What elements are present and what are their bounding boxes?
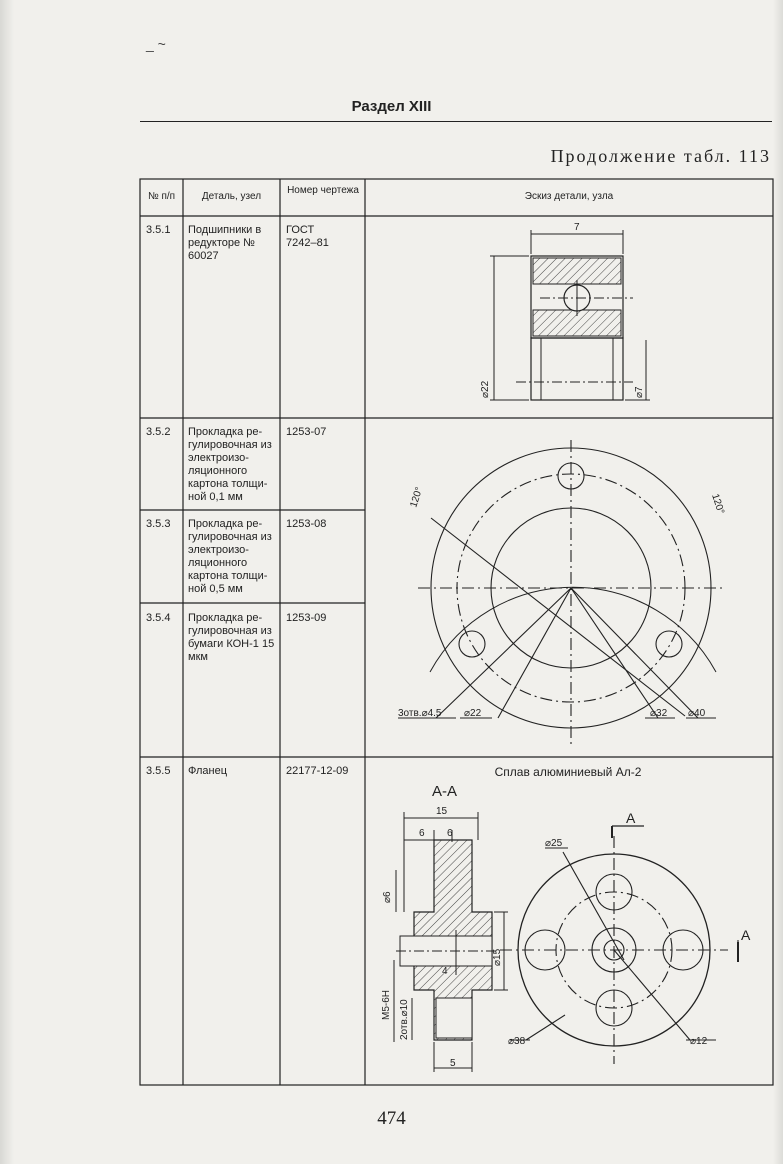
bearing-dim-outer: ⌀22 [480, 380, 491, 398]
flange-front-drawing [500, 826, 738, 1064]
flange-dim-d15: ⌀15 [492, 948, 503, 966]
row-num: 3.5.3 [146, 518, 171, 530]
stray-mark: _ ~ [146, 36, 166, 52]
row-num: 3.5.4 [146, 612, 171, 624]
gasket-angle-right: 120° [709, 492, 727, 516]
bearing-dim-width: 7 [574, 222, 580, 233]
page-number: 474 [377, 1108, 406, 1129]
row-part: Прокладка ре-гулировочная из бумаги КОН-1 15 мкм [188, 612, 275, 663]
row-part: Прокладка ре-гулировочная из электроизо-ляционного картона толщи-ной 0,5 мм [188, 518, 272, 595]
flange-d25: ⌀25 [545, 838, 563, 849]
bearing-dim-inner: ⌀7 [634, 386, 645, 398]
row-drawing: 1253-08 [286, 518, 327, 530]
row-part: Фланец [188, 765, 228, 777]
gasket-holes: 3отв.⌀4.5 [398, 708, 442, 719]
flange-material: Сплав алюминиевый Ал-2 [494, 765, 642, 779]
row-drawing: 1253-09 [286, 612, 327, 624]
row-part: Подшипники в редукторе № 60027 [188, 224, 262, 262]
flange-dim-d6: ⌀6 [382, 891, 393, 903]
header-drawing: Номер чертежа [287, 185, 359, 196]
gasket-drawing [398, 423, 736, 753]
flange-thread: М5-6Н [381, 989, 392, 1020]
flange-section-drawing [394, 812, 508, 1072]
flange-cut-mark-right: А [741, 927, 751, 943]
table-continuation-caption: Продолжение табл. 113 [550, 146, 771, 166]
row-drawing: ГОСТ 7242–81 [286, 224, 329, 249]
section-title: Раздел XIII [351, 98, 432, 115]
bearing-drawing [490, 230, 650, 400]
gasket-d-inner: ⌀22 [464, 708, 482, 719]
row-drawing: 1253-07 [286, 426, 327, 438]
flange-d12: ⌀12 [690, 1036, 708, 1047]
flange-dim-15: 15 [436, 806, 448, 817]
flange-d38: ⌀38 [508, 1036, 526, 1047]
gasket-d-outer: ⌀40 [688, 708, 706, 719]
row-part: Прокладка ре-гулировочная из электроизо-ляционного картона толщи-ной 0,1 мм [188, 426, 272, 503]
row-num: 3.5.2 [146, 426, 171, 438]
row-drawing: 22177-12-09 [286, 765, 349, 777]
flange-cut-mark-top: А [626, 810, 636, 826]
flange-section-label: А-А [432, 783, 458, 800]
gasket-angle-left: 120° [408, 485, 426, 509]
flange-dim-5: 5 [450, 1058, 456, 1069]
flange-dim-4: 4 [442, 966, 448, 977]
header-sketch: Эскиз детали, узла [524, 191, 614, 202]
row-num: 3.5.5 [146, 765, 171, 777]
header-num: № п/п [147, 191, 176, 202]
flange-holes: 2отв.⌀10 [399, 999, 410, 1040]
row-num: 3.5.1 [146, 224, 171, 236]
gasket-d-pitch: ⌀32 [650, 708, 668, 719]
flange-dim-6a: 6 [419, 828, 425, 839]
header-part: Деталь, узел [201, 191, 262, 202]
flange-dim-6b: 6 [447, 828, 453, 839]
